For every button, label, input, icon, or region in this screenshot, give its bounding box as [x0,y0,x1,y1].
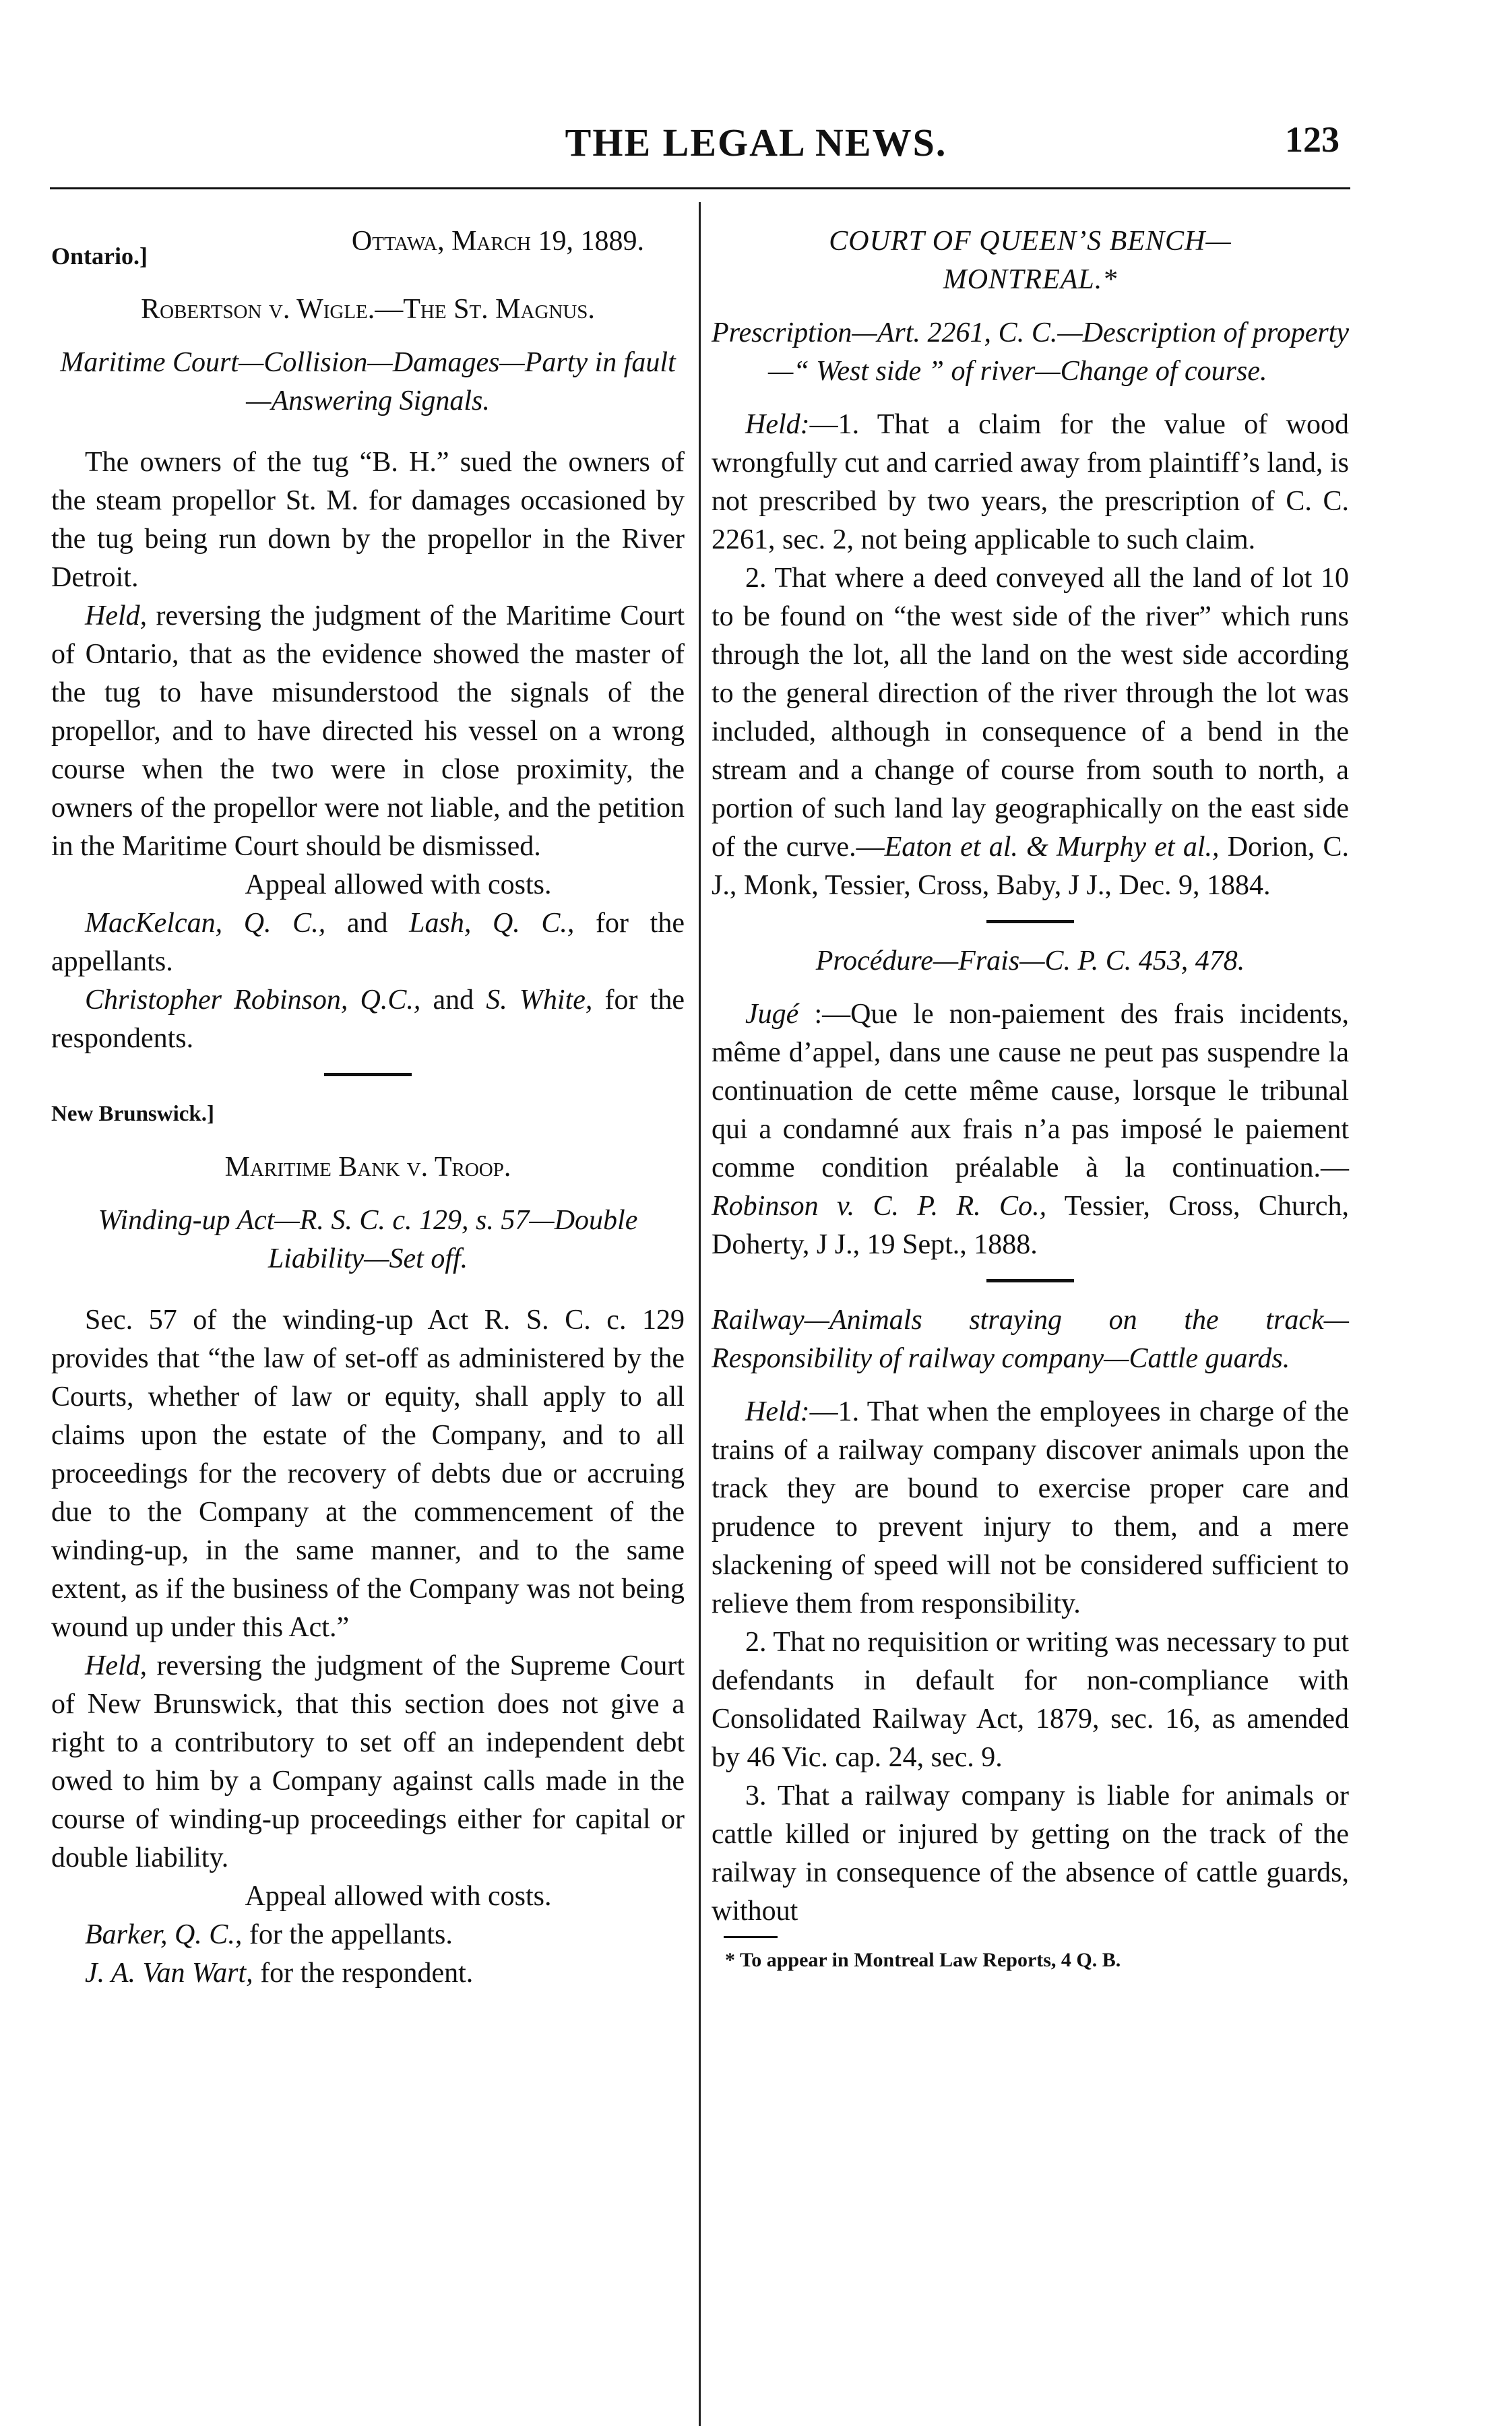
case-holding: 3. That a railway company is liable for animals or cattle killed or injured by getting on the track of the railway in consequence of the absence of cattle guards, without [712,1780,1349,1927]
counsel-conj: and [325,908,410,939]
province-label: Ontario.] [51,243,148,270]
case-title: Maritime Bank v. Troop. [224,1152,511,1183]
section-rule [986,1279,1074,1282]
held-label: Held, [85,600,148,631]
counsel-name: MacKelcan, Q. C., [85,908,326,939]
counsel-name: S. White, [486,985,593,1016]
case-result: Appeal allowed with costs. [245,1881,552,1912]
case-holding [51,1647,685,1877]
case-headnote: Maritime Court—Collision—Damages—Party in fault—Answering Signals. [60,347,676,416]
page-title: THE LEGAL NEWS. [565,121,947,164]
case-holding [712,559,1349,905]
counsel-line [51,981,685,1058]
held-text: Dorion, C. J., Monk, Tessier, Cross, Baby, J J., Dec. 9, 1884. [712,832,1349,901]
counsel-role: for the appellants. [242,1919,453,1950]
section-rule [324,1073,412,1076]
case-headnote: Railway—Animals straying on the track—Responsibility of railway company—Cattle guards. [712,1305,1349,1374]
held-text: reversing the judgment of the Supreme Court of New Brunswick, that this section does not give a right to a contributory to set off an independent debt owed to him by a Company against calls made in the course of winding-up proceedings either for capital or double liability. [51,1650,685,1873]
held-label: Held, [85,1650,148,1681]
counsel-name: Barker, Q. C., [85,1919,243,1950]
case-facts: The owners of the tug “B. H.” sued the owners of the steam propellor St. M. for damages occasioned by the tug being run down by the propellor in the River Detroit. [51,447,685,593]
case-facts: Sec. 57 of the winding-up Act R. S. C. c. 129 provides that “the law of set-off as administered by the Courts, whether of law or equity, shall apply to all claims upon the estate of the Company, and to all proceedings for the recovery of debts due or accruing due to the Company at the commencement of the winding-up, in the same manner, and to the same extent, as if the business of the Company was not being wound up under this Act.” [51,1305,685,1643]
held-text: :—Que le non-paiement des frais incidents, même d’appel, dans une cause ne peut pas suspendre la continuation de cette même cause, lorsque le tribunal qui a condamné aux frais n’a pas imposé le paiement comme condition préalable à la continuation.— [712,999,1349,1183]
dateline [51,222,685,276]
province-label: New Brunswick.] [51,1102,215,1126]
right-column [712,222,1349,1979]
held-text: Tessier, Cross, Church, Doherty, J J., 19 Sept., 1888. [712,1191,1349,1260]
case-title: Robertson v. Wigle.—The St. Magnus. [141,294,595,325]
court-heading: COURT OF QUEEN’S BENCH— [829,226,1232,257]
case-holding [712,406,1349,559]
counsel-role: for the appellants. [51,908,685,977]
court-heading: MONTREAL.* [943,264,1118,295]
section-rule [986,920,1074,923]
case-citation: Eaton et al. & Murphy et al., [884,832,1220,863]
counsel-name: Christopher Robinson, Q.C., [85,985,421,1016]
left-column [51,222,685,1993]
case-holding [51,597,685,866]
date-text: Ottawa, March 19, 1889. [351,226,644,257]
case-headnote: Winding-up Act—R. S. C. c. 129, s. 57—Double Liability—Set off. [98,1205,638,1274]
counsel-name: J. A. Van Wart, [85,1958,253,1989]
page-number: 123 [1285,119,1340,160]
counsel-role: for the respondent. [253,1958,474,1989]
counsel-line [51,1954,685,1993]
counsel-line [51,904,685,981]
held-text: reversing the judgment of the Maritime Court of Ontario, that as the evidence showed the master of the tug to have misunderstood the signals of the propellor, and to have directed his vessel on a wrong course when the two were in close proximity, the owners of the propellor were not liable, and the petition in the Maritime Court should be dismissed. [51,600,685,862]
column-divider [699,202,701,2426]
held-label: Jugé [745,999,799,1030]
header-rule [50,187,1350,189]
counsel-line [51,1916,685,1954]
case-holding: 2. That no requisition or writing was necessary to put defendants in default for non-compliance with Consolidated Railway Act, 1879, sec. 16, as amended by 46 Vic. cap. 24, sec. 9. [712,1627,1349,1773]
case-headnote: Prescription—Art. 2261, C. C.—Description of property—“ West side ” of river—Change of course. [712,317,1349,387]
footnote: * To appear in Montreal Law Reports, 4 Q. B. [725,1949,1121,1971]
case-result: Appeal allowed with costs. [245,869,552,900]
footnote-rule [724,1936,778,1938]
case-holding [712,1393,1349,1623]
held-text: —1. That a claim for the value of wood wrongfully cut and carried away from plaintiff’s land, is not prescribed by two years, the prescription of C. C. 2261, sec. 2, not being applicable to such claim. [712,409,1349,555]
case-holding [712,995,1349,1264]
counsel-role: for the respondents. [51,985,685,1054]
counsel-conj: and [420,985,486,1016]
case-citation: Robinson v. C. P. R. Co., [712,1191,1047,1222]
held-text: 2. That where a deed conveyed all the land of lot 10 to be found on “the west side of the river” which runs through the lot, all the land on the west side according to the general direction of the river through the lot was included, although in consequence of a bend in the stream and a change of course from south to north, a portion of such land lay geographically on the east side of the curve.— [712,563,1349,863]
case-headnote: Procédure—Frais—C. P. C. 453, 478. [815,945,1245,976]
held-text: —1. That when the employees in charge of the trains of a railway company discover animals upon the track they are bound to exercise proper care and prudence to prevent injury to them, and a mere slackening of speed will not be considered sufficient to relieve them from responsibility. [712,1396,1349,1619]
counsel-name: Lash, Q. C., [409,908,575,939]
held-label: Held: [745,1396,810,1427]
held-label: Held: [745,409,810,440]
